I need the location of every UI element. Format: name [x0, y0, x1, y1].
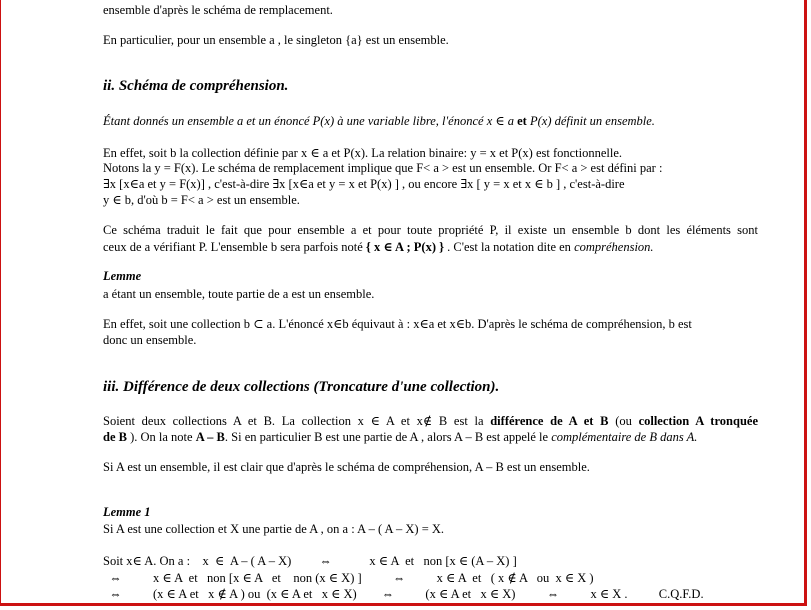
text-span: Étant donnés un ensemble a et un énoncé P(x) à une variable libre, l'énoncé x ∈ a — [103, 114, 518, 128]
proof-line: Soit x∈ A. On a : x ∈ A – ( A – X) ⇔ x ∈ A et non [x ∈ (A – X) ] — [103, 554, 517, 568]
lemma-title: Lemme — [103, 269, 142, 283]
text-span-italic: complémentaire de B dans A. — [551, 430, 698, 444]
text-line: ensemble d'après le schéma de remplacement. — [103, 3, 333, 17]
text-line: En particulier, pour un ensemble a , le singleton {a} est un ensemble. — [103, 33, 449, 47]
text-span: . C'est la notation dite en — [444, 240, 575, 254]
proof-line: ⇔ x ∈ A et non [x ∈ A et non (x ∈ X) ] ⇔ x ∈ A et ( x ∉ A ou x ∈ X ) — [103, 571, 594, 585]
text-span: . Si en particulier B est une partie de A , alors A – B est appelé le — [224, 430, 552, 444]
text-line: donc un ensemble. — [103, 333, 197, 347]
text-span: Soient deux collections A et B. La collection x ∈ A et x∉ B est la — [103, 414, 491, 428]
text-line: ∃x [x∈a et y = F(x)] , c'est-à-dire ∃x [x∈a et y = x et P(x) ] , ou encore ∃x [ y = x et x ∈ b ] , c'est-à-dire — [103, 177, 625, 191]
text-span-bold: de B — [103, 430, 127, 444]
text-span-bold: A – B — [195, 430, 225, 444]
text-line: Si A est une collection et X une partie de A , on a : A – ( A – X) = X. — [103, 522, 445, 536]
text-line: Si A est un ensemble, il est clair que d'après le schéma de compréhension, A – B est un ensemble. — [103, 460, 590, 474]
text-line — [103, 240, 654, 255]
definition-statement — [103, 114, 655, 129]
lemma-title: Lemme 1 — [103, 505, 151, 519]
text-span: ). On la note — [126, 430, 196, 444]
text-line: a étant un ensemble, toute partie de a est un ensemble. — [103, 287, 375, 301]
proof-line: ⇔ (x ∈ A et x ∉ A ) ou (x ∈ A et x ∈ X) ⇔ (x ∈ A et x ∈ X) ⇔ x ∈ X . C.Q.F.D. — [103, 587, 704, 601]
set-notation: { x ∈ A ; P(x) } — [365, 240, 445, 254]
section-heading-ii: ii. Schéma de compréhension. — [103, 78, 289, 94]
text-line: y ∈ b, d'où b = F< a > est un ensemble. — [103, 193, 300, 207]
text-span-italic: compréhension. — [574, 240, 654, 254]
text-span-bold: collection A tronquée — [638, 414, 758, 428]
text-span: ceux de a vérifiant P. L'ensemble b sera parfois noté — [103, 240, 366, 254]
section-heading-iii: iii. Différence de deux collections (Troncature d'une collection). — [103, 379, 500, 395]
text-span-bold: différence de A et B — [490, 414, 609, 428]
text-line: En effet, soit une collection b ⊂ a. L'énoncé x∈b équivaut à : x∈a et x∈b. D'après le schéma de compréhension, b est — [103, 317, 692, 331]
text-line — [103, 430, 697, 445]
text-line: Notons la y = F(x). Le schéma de remplacement implique que F< a > est un ensemble. Or F< a > est défini par : — [103, 161, 663, 175]
text-line: En effet, soit b la collection définie par x ∈ a et P(x). La relation binaire: y = x et P(x) est fonctionnelle. — [103, 146, 623, 160]
text-span: P(x) définit un ensemble. — [526, 114, 655, 128]
text-span: (ou — [608, 414, 639, 428]
text-line: Ce schéma traduit le fait que pour ensemble a et pour toute propriété P, il existe un ensemble b dont les éléments sont — [103, 223, 758, 237]
text-line — [103, 414, 758, 429]
text-span-bold: et — [517, 114, 527, 128]
